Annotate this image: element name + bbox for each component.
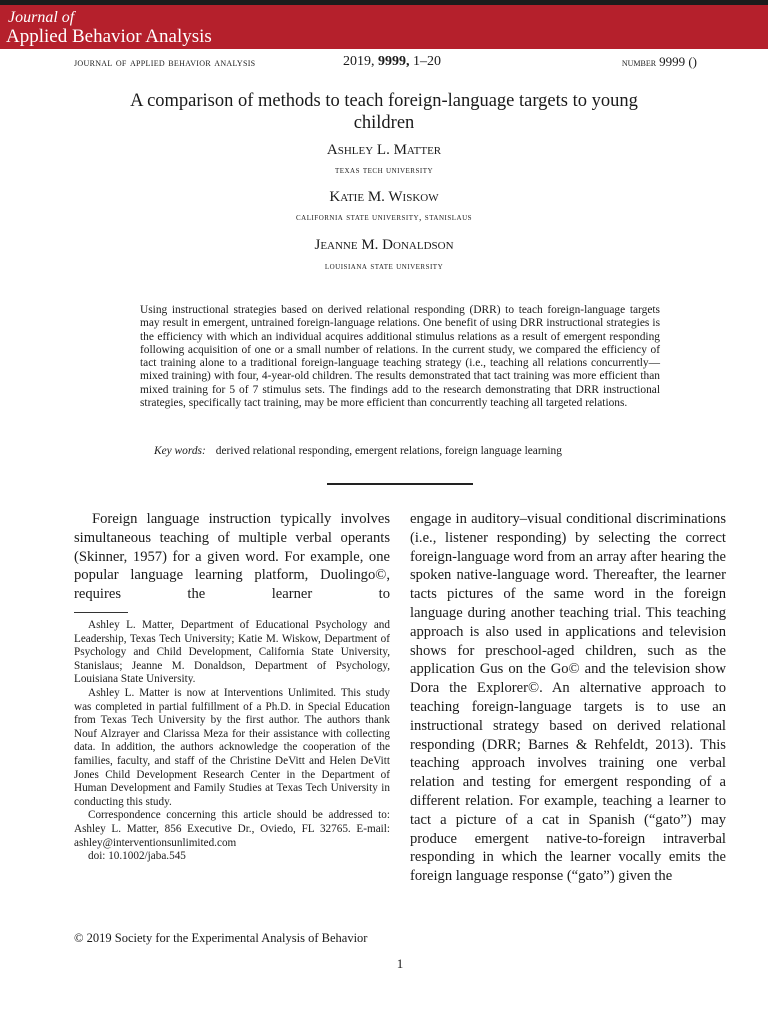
journal-logo-line1: Journal of xyxy=(8,9,75,26)
running-head-number-value: 9999 () xyxy=(659,54,697,69)
keywords xyxy=(154,444,664,458)
copyright-notice: © 2019 Society for the Experimental Analysis of Behavior xyxy=(74,931,368,945)
running-head-volume: 9999, xyxy=(378,54,410,69)
journal-logo-line2: Applied Behavior Analysis xyxy=(6,26,212,47)
body-text-right: engage in auditory–visual conditional discriminations (i.e., listener responding) by selecting the correct foreign-language word from an array after hearing the spoken native-language word. Thereafter, the learner tacts pictures of the same word in the foreign language during another teaching trial. This teaching approach is also used in applications and television shows for preschool-aged children, such as the application Gus on the Go© and the television show Dora the Explorer©. An alternative approach to teaching foreign-language targets is to use an instructional strategy based on derived relational responding (DRR; Barnes & Rehfeldt, 2013). This teaching approach involves training one verbal relation and testing for emergent responding of a different relation. For example, teaching a learner to tact a picture of a cat in Spanish (“gato”) may produce emergent native-to-foreign intraverbal responding in which the learner vocally emits the foreign language response (“gato”) given the xyxy=(410,511,726,885)
journal-banner xyxy=(0,5,768,49)
body-text-left: Foreign language instruction typically involves simultaneous teaching of multiple verbal operants (Skinner, 1957) for a given word. For example, one popular language learning platform, Duolingo©, requires the learner to xyxy=(74,511,390,603)
author-name: Ashley L. Matter xyxy=(326,142,442,158)
author-name: Katie M. Wiskow xyxy=(329,189,439,205)
footnote-affiliations: Ashley L. Matter, Department of Educational Psychology and Leadership, Texas Tech University; Katie M. Wiskow, Department of Psychology and Child Development, California State University, Stanislaus; Jeanne M. Donaldson, Department of Psychology, Louisiana State University. xyxy=(74,619,390,686)
section-divider xyxy=(327,483,473,485)
author-name: Jeanne M. Donaldson xyxy=(314,237,454,253)
running-head-citation xyxy=(343,54,441,70)
running-head xyxy=(0,54,768,70)
footnotes xyxy=(74,619,390,864)
footnote-acknowledgements: Ashley L. Matter is now at Interventions Unlimited. This study was completed in partial fulfillment of a Ph.D. in Special Education from Texas Tech University by the first author. The authors thank Nouf Alzrayer and Clarissa Meza for their assistance with collecting data. In addition, the authors acknowledge the cooperation of the families, faculty, and staff of the Christine DeVitt and Helen DeVitt Jones Child Development Research Center in the Department of Human Development and Family Studies at Texas Tech University in conducting this study. xyxy=(74,686,390,808)
abstract: Using instructional strategies based on derived relational responding (DRR) to teach foreign-language targets may result in emergent, untrained foreign-language relations. One benefit of using DRR instructional strategies is the efficiency with which an individual acquires additional stimulus relations as a result of emergent responding following acquisition of one or a small number of relations. In the current study, we compared the efficiency of tact training alone to a traditional foreign-language teaching strategy (i.e., teaching all relations concurrently—mixed training) with four, 4-year-old children. The results demonstrated that tact training was more efficient than mixed training for 5 of 7 stimulus sets. The findings add to the research demonstrating that DRR instructional strategies, specifically tact training, may be more efficient than concurrently teaching all targeted relations. xyxy=(140,304,660,410)
article-title: A comparison of methods to teach foreign-language targets to young children xyxy=(130,91,638,133)
running-head-number xyxy=(622,54,697,70)
keywords-label: Key words: xyxy=(154,445,206,457)
footnote-correspondence: Correspondence concerning this article should be addressed to: Ashley L. Matter, 856 Executive Dr., Oviedo, FL 32765. E-mail: ashley@interventionsunlimited.com xyxy=(74,809,390,849)
running-head-pages: 1–20 xyxy=(413,54,441,69)
keywords-text: derived relational responding, emergent relations, foreign language learning xyxy=(215,445,562,457)
page-number: 1 xyxy=(396,956,404,971)
running-head-journal: journal of applied behavior analysis xyxy=(74,55,256,69)
running-head-year: 2019, xyxy=(343,54,375,69)
footnote-doi: doi: 10.1002/jaba.545 xyxy=(88,850,186,863)
author-affiliation: louisiana state university xyxy=(324,262,444,272)
author-affiliation: california state university, stanislaus xyxy=(295,213,473,223)
author-affiliation: texas tech university xyxy=(334,166,434,176)
running-head-number-label: number xyxy=(621,55,657,69)
footnote-divider xyxy=(74,612,128,613)
